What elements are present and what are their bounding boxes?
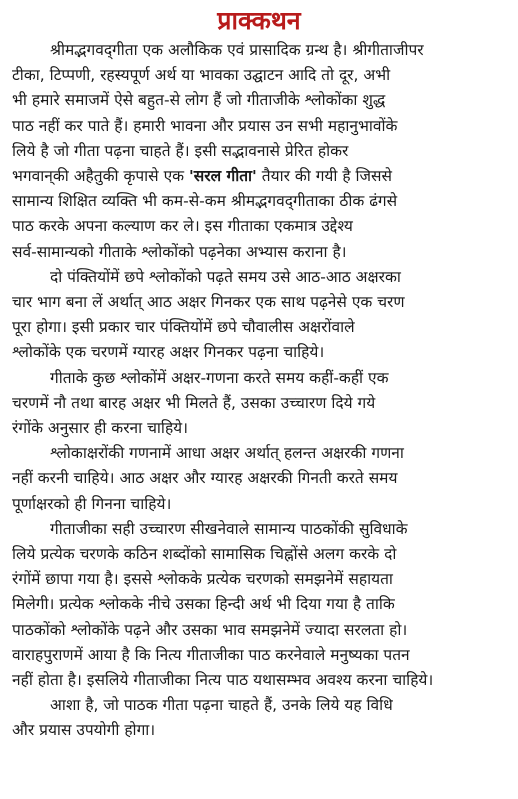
text-line: लिये प्रत्येक चरणके कठिन शब्दोंको सामासिक चिह्नोंसे अलग करके दो bbox=[12, 545, 397, 564]
text-line: श्लोकाक्षरोंकी गणनामें आधा अक्षर अर्थात् हलन्त अक्षरकी गणना bbox=[50, 444, 404, 463]
paragraph-4 bbox=[12, 441, 506, 517]
text-line: लिये है जो गीता पढ़ना चाहते हैं। इसी सद्भावनासे प्रेरित होकर bbox=[12, 141, 349, 160]
paragraph-5 bbox=[12, 517, 506, 693]
text-line: श्रीमद्भगवद्‌गीता एक अलौकिक एवं प्रासादिक ग्रन्थ है। श्रीगीताजीपर bbox=[50, 41, 424, 59]
paragraph-3 bbox=[12, 366, 506, 442]
text-line: भी हमारे समाजमें ऐसे बहुत-से लोग हैं जो गीताजीके श्लोकोंका शुद्ध bbox=[12, 91, 386, 110]
text-line: चार भाग बना लें अर्थात् आठ अक्षर गिनकर एक साथ पढ़नेसे एक चरण bbox=[12, 293, 405, 312]
text-line: वाराहपुराणमें आया है कि नित्य गीताजीका पाठ करनेवाले मनुष्यका पतन bbox=[12, 645, 410, 664]
text-line: आशा है, जो पाठक गीता पढ़ना चाहते हैं, उनके लिये यह विधि bbox=[50, 696, 393, 715]
text-line: पाठ करके अपना कल्याण कर ले। इस गीताका एकमात्र उद्देश्य bbox=[12, 217, 353, 236]
text-segment: तैयार की गयी है जिससे bbox=[256, 167, 392, 186]
text-line: टीका, टिप्पणी, रहस्यपूर्ण अर्थ या भावका उद्घाटन आदि तो दूर, अभी bbox=[12, 66, 391, 85]
text-line: पूरा होगा। इसी प्रकार चार पंक्तियोंमें छपे चौवालीस अक्षरोंवाले bbox=[12, 318, 355, 337]
text-segment: भगवान्‌की अहैतुकी कृपासे एक bbox=[12, 167, 189, 186]
text-line: नहीं होता है। इसलिये गीताजीका नित्य पाठ यथासम्भव अवश्य करना चाहिये। bbox=[12, 671, 434, 690]
text-line: पाठ नहीं कर पाते हैं। हमारी भावना और प्रयास उन सभी महानुभावोंके bbox=[12, 116, 398, 135]
paragraph-6 bbox=[12, 693, 506, 743]
text-line: सामान्य शिक्षित व्यक्ति भी कम-से-कम श्रीमद्भगवद्‌गीताका ठीक ढंगसे bbox=[12, 192, 398, 211]
text-line bbox=[12, 164, 506, 189]
text-line: चरणमें नौ तथा बारह अक्षर भी मिलते हैं, उसका उच्चारण दिये गये bbox=[12, 393, 376, 412]
page-title: प्राक्कथन bbox=[217, 6, 301, 35]
text-line: सर्व-सामान्यको गीताके श्लोकोंको पढ़नेका अभ्यास कराना है। bbox=[12, 242, 347, 261]
text-line: रंगोंमें छापा गया है। इससे श्लोकके प्रत्येक चरणको समझनेमें सहायता bbox=[12, 570, 393, 589]
text-line: नहीं करनी चाहिये। आठ अक्षर और ग्यारह अक्षरकी गिनती करते समय bbox=[12, 469, 398, 488]
text-line: गीताजीका सही उच्चारण सीखनेवाले सामान्य पाठकोंकी सुविधाके bbox=[50, 519, 408, 538]
text-line: और प्रयास उपयोगी होगा। bbox=[12, 721, 156, 740]
text-line: पाठकोंको श्लोकोंके पढ़ने और उसका भाव समझनेमें ज्यादा सरलता हो। bbox=[12, 620, 408, 639]
paragraph-2 bbox=[12, 265, 506, 366]
text-line: श्लोकोंके एक चरणमें ग्यारह अक्षर गिनकर पढ़ना चाहिये। bbox=[12, 343, 325, 362]
paragraph-1 bbox=[12, 38, 506, 265]
body-text bbox=[12, 38, 506, 744]
text-line: दो पंक्तियोंमें छपे श्लोकोंको पढ़ते समय उसे आठ-आठ अक्षरका bbox=[50, 267, 401, 286]
text-line: रंगोंके अनुसार ही करना चाहिये। bbox=[12, 419, 189, 438]
text-line: मिलेगी। प्रत्येक श्लोकके नीचे उसका हिन्दी अर्थ भी दिया गया है ताकि bbox=[12, 595, 395, 614]
book-name-emphasis: 'सरल गीता' bbox=[189, 167, 257, 186]
text-line: गीताके कुछ श्लोकोंमें अक्षर-गणना करते समय कहीं-कहीं एक bbox=[50, 368, 389, 387]
text-line: पूर्णाक्षरको ही गिनना चाहिये। bbox=[12, 494, 172, 513]
